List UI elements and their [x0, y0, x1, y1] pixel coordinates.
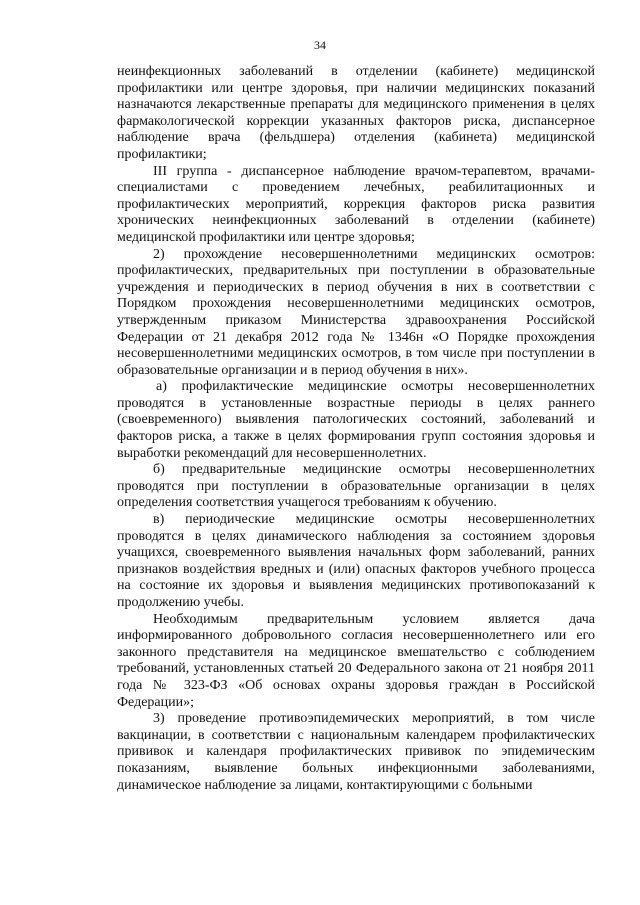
- paragraph-2: III группа - диспансерное наблюдение врачом-терапевтом, врачами-специалистами с проведением лечебных, реабилитационных и профилактических мероприятий, коррекция факторов риска развития хронических неинфекционных заболеваний в отделении (кабинете) медицинской профилактики или центре здоровья;: [117, 163, 595, 245]
- paragraph-6: в) периодические медицинские осмотры несовершеннолетних проводятся в целях динамического наблюдения за состоянием здоровья учащихся, своевременного выявления начальных форм заболеваний, ранних признаков воздействия вредных и (или) опасных факторов учебного процесса на состояние их здоровья и выявления медицинских противопоказаний к продолжению учебы.: [117, 512, 595, 610]
- paragraph-1: неинфекционных заболеваний в отделении (кабинете) медицинской профилактики или центре здоровья, при наличии медицинских показаний назначаются лекарственные препараты для медицинского применения в целях фармакологической коррекции указанных факторов риска, диспансерное наблюдение врача (фельдшера) отделения (кабинета) медицинской профилактики;: [117, 64, 595, 162]
- paragraph-8: 3) проведение противоэпидемических мероприятий, в том числе вакцинации, в соответствии с национальным календарем профилактических прививок и календаря профилактических прививок по эпидемическим показаниям, выявление больных инфекционными заболеваниями, динамическое наблюдение за лицами, контактирующими с больными: [117, 711, 595, 793]
- page-number: 34: [314, 38, 326, 52]
- paragraph-5: б) предварительные медицинские осмотры несовершеннолетних проводятся при поступлении в образовательные организации в целях определения соответствия учащегося требованиям к обучению.: [117, 462, 595, 511]
- paragraph-4: а) профилактические медицинские осмотры несовершеннолетних проводятся в установленные возрастные периоды в целях раннего (своевременного) выявления патологических состояний, заболеваний и факторов риска, а также в целях формирования групп состояния здоровья и выработки рекомендаций для несовершеннолетних.: [117, 379, 595, 461]
- paragraph-7: Необходимым предварительным условием является дача информированного добровольного согласия несовершеннолетнего или его законного представителя на медицинское вмешательство с соблюдением требований, установленных статьей 20 Федерального закона от 21 ноября 2011 года № 323-ФЗ «Об основах охраны здоровья граждан в Российской Федерации»;: [117, 611, 595, 710]
- paragraph-3: 2) прохождение несовершеннолетними медицинских осмотров: профилактических, предварительных при поступлении в образовательные учреждения и периодических в период обучения в них в соответствии с Порядком прохождения несовершеннолетними медицинских осмотров, утвержденным приказом Министерства здравоохранения Российской Федерации от 21 декабря 2012 года № 1346н «О Порядке прохождения несовершеннолетними медицинских осмотров, в том числе при поступлении в образовательные организации и в период обучения в них».: [117, 246, 595, 378]
- body-text: [117, 64, 595, 794]
